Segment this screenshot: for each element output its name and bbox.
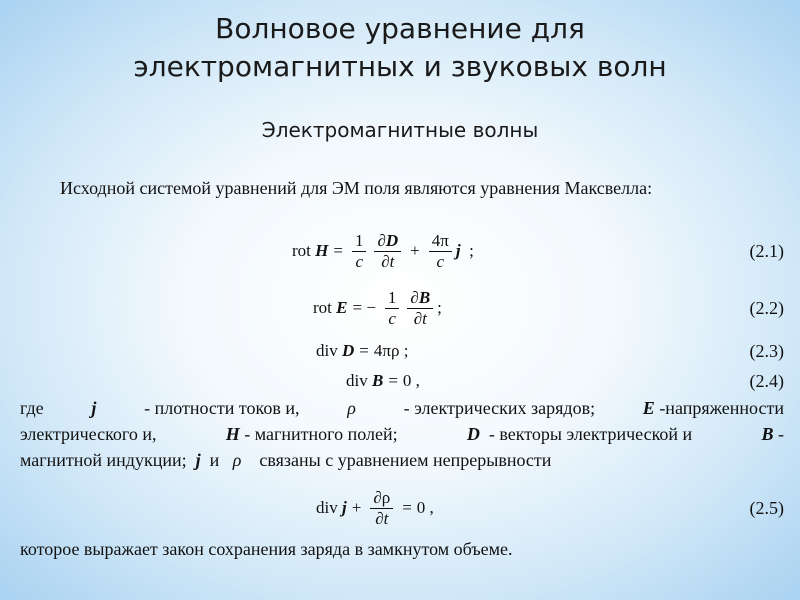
rhs-zero: 0 — [402, 371, 412, 390]
equation-2-5 — [0, 483, 800, 533]
symbol-h: H — [225, 424, 240, 444]
vector-e: E — [336, 298, 348, 317]
fraction-db-dt: $\frac{\partial B}{\partial t}$ — [407, 288, 433, 329]
section-subtitle: Электромагнитные волны — [261, 118, 539, 142]
formula-2-1: rot H = $\frac{1}{c}$ $\frac{\partial D}{\partial t}$ + $\frac{4\pi}{c}$ j ; — [292, 230, 474, 271]
formula-2-5: div j + $\frac{\partial\rho}{\partial t}$ = 0 , — [316, 487, 434, 528]
fraction-drho-dt: $\frac{\partial\rho}{\partial t}$ — [370, 488, 393, 529]
symbol-e: E — [642, 398, 655, 418]
symbol-j: j — [195, 450, 201, 470]
title-line-2: электромагнитных и звуковых волн — [133, 50, 667, 83]
rhs-4pi-rho: 4πρ — [373, 341, 400, 360]
explanation-line-1: где j - плотности токов и, ρ - электрических зарядов; E -напряженности — [20, 395, 784, 421]
formula-2-3: div D = 4πρ ; — [316, 341, 409, 360]
equation-number: (2.4) — [749, 370, 784, 391]
symbol-rho: ρ — [347, 398, 356, 418]
div-operator: div — [346, 371, 368, 390]
equals-sign: = — [402, 498, 412, 517]
title-line-1: Волновое уравнение для — [215, 12, 585, 45]
vector-h: H — [315, 241, 329, 260]
equation-2-2 — [0, 283, 800, 333]
fraction-dd-dt: $\frac{\partial D}{\partial t}$ — [374, 231, 401, 272]
equals-sign: = — [333, 241, 343, 260]
symbol-j: j — [91, 398, 97, 418]
rot-operator: rot — [313, 298, 332, 317]
plus-sign: + — [410, 241, 420, 260]
vector-j: j — [455, 241, 461, 260]
div-operator: div — [316, 341, 338, 360]
equation-number: (2.3) — [749, 340, 784, 361]
symbol-rho: ρ — [232, 450, 242, 470]
rot-operator: rot — [292, 241, 311, 260]
equation-number: (2.2) — [749, 297, 784, 318]
equals-minus: = − — [352, 298, 376, 317]
fraction-1-over-c: $\frac{1}{c}$ — [385, 288, 400, 329]
symbol-b: B — [761, 424, 774, 444]
equation-2-3 — [0, 336, 800, 366]
equals-sign: = — [359, 341, 369, 360]
slide-title — [0, 10, 800, 86]
equals-sign: = — [388, 371, 398, 390]
equation-2-4 — [0, 366, 800, 396]
symbol-d: D — [466, 424, 480, 444]
explanation-line-3: магнитной индукции; j и ρ связаны с уравнением непрерывности — [20, 450, 552, 470]
fraction-1-over-c: $\frac{1}{c}$ — [352, 231, 367, 272]
vector-d: D — [341, 341, 355, 360]
intro-paragraph: Исходной системой уравнений для ЭМ поля являются уравнения Максвелла: — [60, 178, 653, 198]
formula-2-4: div B = 0 , — [346, 371, 420, 390]
div-operator: div — [316, 498, 338, 517]
plus-sign: + — [351, 498, 362, 517]
vector-b: B — [371, 371, 384, 390]
closing-paragraph: которое выражает закон сохранения заряда в замкнутом объеме. — [20, 539, 513, 559]
formula-2-2: rot E = − $\frac{1}{c}$ $\frac{\partial B}{\partial t}$ ; — [313, 287, 442, 328]
explanation-paragraph — [20, 395, 784, 473]
rhs-zero: 0 — [416, 498, 426, 517]
equation-number: (2.1) — [749, 240, 784, 261]
equation-2-1 — [0, 226, 800, 276]
vector-j: j — [341, 498, 347, 517]
fraction-4pi-over-c: $\frac{4\pi}{c}$ — [429, 231, 452, 272]
explanation-line-2: электрического и, H - магнитного полей; D - векторы электрической и B - — [20, 424, 784, 444]
equation-number: (2.5) — [749, 497, 784, 518]
